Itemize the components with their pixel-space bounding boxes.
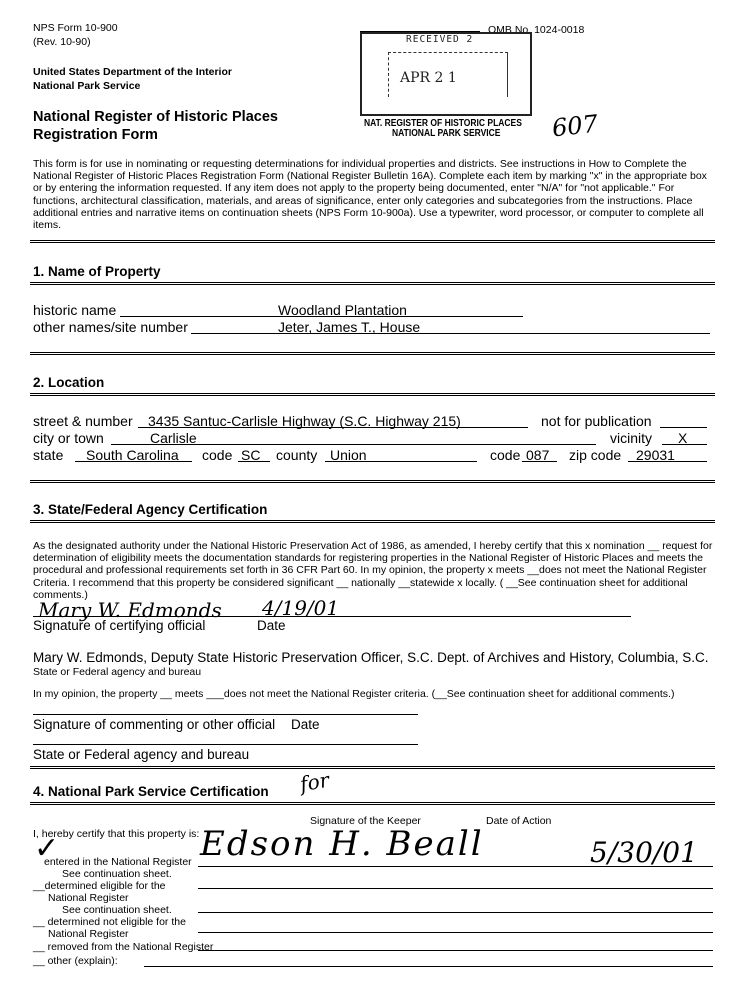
zip-label: zip code: [569, 447, 622, 463]
zip-value[interactable]: 29031: [636, 447, 675, 463]
stamp-date: APR 2 1: [400, 70, 457, 86]
historic-name-value[interactable]: Woodland Plantation: [278, 302, 407, 318]
street-label: street & number: [33, 413, 133, 429]
county-value[interactable]: Union: [330, 447, 367, 463]
other-names-label: other names/site number: [33, 319, 188, 335]
street-value[interactable]: 3435 Santuc-Carlisle Highway (S.C. Highway 215): [148, 413, 461, 429]
agency-value[interactable]: Mary W. Edmonds, Deputy State Historic Preservation Officer, S.C. Dept. of Archives and History, Columbia, S.C.: [33, 650, 709, 665]
action-date: 5/30/01: [590, 836, 698, 869]
checkmark-icon: ✓: [34, 832, 60, 865]
stamp-line1: NAT. REGISTER OF HISTORIC PLACES: [364, 118, 522, 129]
form-revision: (Rev. 10-90): [33, 36, 91, 48]
opinion-statement: In my opinion, the property __ meets ___does not meet the National Register criteria. (__See continuation sheet for additional comments.): [33, 688, 675, 700]
state-value[interactable]: South Carolina: [86, 447, 179, 463]
city-label: city or town: [33, 430, 104, 446]
keeper-initials: for: [298, 767, 331, 797]
county-code-label: code: [490, 447, 521, 463]
form-title-line2: Registration Form: [33, 127, 158, 143]
handwritten-number: 607: [550, 109, 600, 143]
section-1-heading: 1. Name of Property: [33, 264, 161, 279]
not-eligible-item[interactable]: __ determined not eligible for the: [33, 916, 186, 928]
not-for-publication-label: not for publication: [541, 413, 652, 429]
certification-paragraph: As the designated authority under the National Historic Preservation Act of 1986, as amended, I hereby certify that this x nomination __ request for determination of eligibility meets the documentation standards for registering properties in the National Register of Historic Places and meets the procedural and professional requirements set forth in 36 CFR Part 60. In my opinion, the property x meets __does not meet the National Register Criteria. I recommend that this property be considered significant __ nationally __statewide x locally. ( __See continuation sheet for additional comments.): [33, 540, 713, 601]
date-of-action-label: Date of Action: [486, 815, 552, 827]
vicinity-label: vicinity: [610, 430, 653, 446]
commenting-agency-label: State or Federal agency and bureau: [33, 747, 250, 762]
eligible-continuation[interactable]: See continuation sheet.: [62, 904, 172, 916]
keeper-signature: Edson H. Beall: [200, 824, 484, 864]
form-number: NPS Form 10-900: [33, 22, 118, 34]
state-label: state: [33, 447, 64, 463]
received-stamp: [360, 22, 530, 140]
removed-item[interactable]: __ removed from the National Register: [33, 941, 214, 953]
section-4-heading: 4. National Park Service Certification: [33, 784, 269, 799]
vicinity-value[interactable]: X: [678, 430, 688, 446]
commenting-date-label: Date: [291, 717, 320, 732]
state-code-label: code: [202, 447, 233, 463]
instructions-paragraph: This form is for use in nominating or requesting determinations for individual properties and districts. See instructions in How to Complete the National Register of Historic Places Registration Form (National Register Bulletin 16A). Complete each item by marking "x" in the appropriate box or by entering the information requested. If any item does not apply to the property being documented, enter "N/A" for "not applicable." For functions, architectural classification, materials, and areas of significance, enter only categories and subcategories from the instructions. Place additional entries and narrative items on continuation sheets (NPS Form 10-900a). Use a typewriter, word processor, or computer to complete all items.: [33, 158, 707, 232]
entered-continuation[interactable]: See continuation sheet.: [62, 868, 172, 880]
omb-number: OMB No. 1024-0018: [488, 24, 585, 36]
agency-label: State or Federal agency and bureau: [33, 666, 202, 678]
other-names-value[interactable]: Jeter, James T., House: [278, 319, 421, 335]
signature-certifying-label: Signature of certifying official: [33, 618, 206, 633]
state-code-value[interactable]: SC: [241, 447, 261, 463]
service-name: National Park Service: [33, 80, 141, 92]
historic-name-label: historic name: [33, 302, 117, 318]
not-eligible-item-cont: National Register: [48, 928, 129, 940]
certifying-date-label: Date: [257, 618, 286, 633]
eligible-item-cont: National Register: [48, 892, 129, 904]
section-3-heading: 3. State/Federal Agency Certification: [33, 502, 268, 517]
keeper-signature-label: Signature of the Keeper: [310, 815, 421, 827]
county-label: county: [276, 447, 318, 463]
form-title-line1: National Register of Historic Places: [33, 109, 278, 125]
keeper-certify-statement: I, hereby certify that this property is:: [33, 828, 200, 840]
department-name: United States Department of the Interior: [33, 66, 232, 78]
city-value[interactable]: Carlisle: [150, 430, 197, 446]
entered-item[interactable]: entered in the National Register: [44, 856, 192, 868]
stamp-received: RECEIVED 2: [406, 34, 474, 45]
certifying-signature: Mary W. Edmonds: [38, 598, 222, 622]
section-2-heading: 2. Location: [33, 375, 105, 390]
certifying-date: 4/19/01: [262, 596, 340, 620]
county-code-value[interactable]: 087: [526, 447, 550, 463]
commenting-signature-label: Signature of commenting or other official: [33, 717, 276, 732]
other-item[interactable]: __ other (explain):: [33, 955, 118, 967]
stamp-line2: NATIONAL PARK SERVICE: [392, 128, 501, 139]
eligible-item[interactable]: __determined eligible for the: [33, 880, 166, 892]
